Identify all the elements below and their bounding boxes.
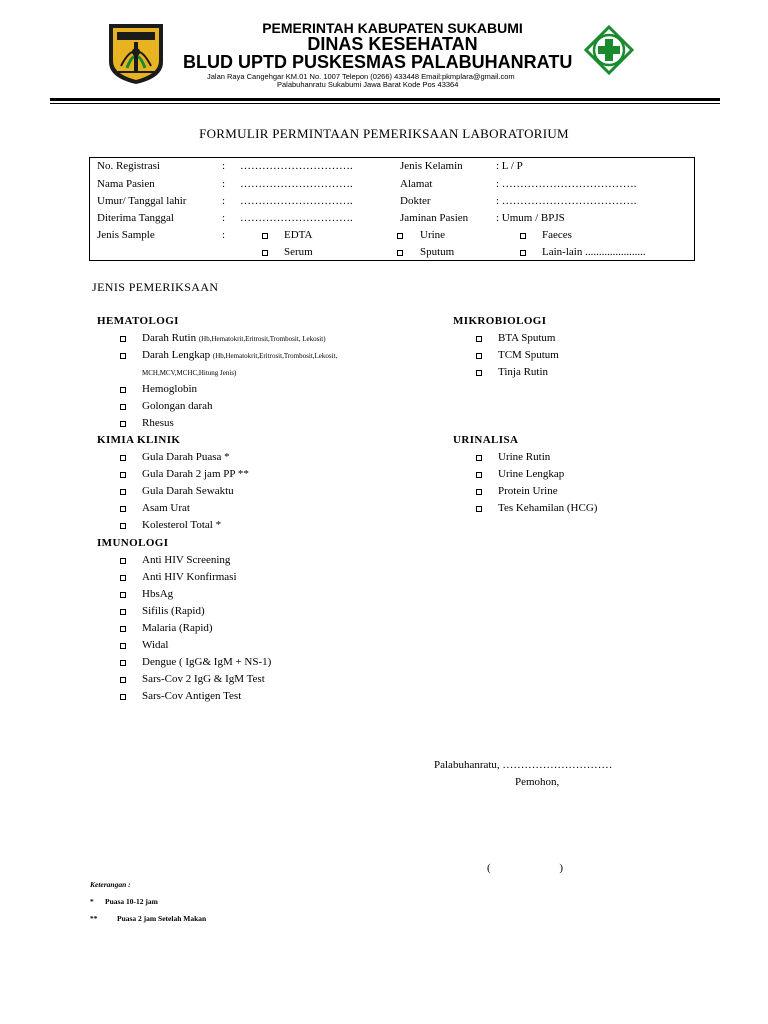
imunologi-item-label: Anti HIV Konfirmasi: [142, 571, 237, 583]
sample-urine-label: Urine: [420, 229, 446, 241]
jenis-kelamin-field[interactable]: : L / P: [496, 160, 523, 172]
imunologi-item-label: Anti HIV Screening: [142, 554, 231, 566]
urin-item-checkbox[interactable]: [476, 472, 482, 478]
note-1-mark: *: [90, 897, 94, 906]
alamat-field[interactable]: : ……………………………….: [496, 178, 637, 190]
darah-rutin-label: Darah Rutin (Hb,Hematokrit,Eritrosit,Trombosit, Lekosit): [142, 332, 326, 344]
mikro-item-label: Tinja Rutin: [498, 366, 549, 378]
sample-sputum-checkbox[interactable]: [397, 250, 403, 256]
darah-lengkap-detail-2: MCH,MCV,MCHC,Hitung Jenis): [142, 369, 237, 377]
darah-rutin-detail: (Hb,Hematokrit,Eritrosit,Trombosit, Lekosit): [198, 335, 326, 343]
dokter-label: Dokter: [400, 195, 431, 207]
kimia-item-checkbox[interactable]: [120, 489, 126, 495]
imunologi-item-checkbox[interactable]: [120, 677, 126, 683]
imunologi-item-checkbox[interactable]: [120, 626, 126, 632]
alamat-label: Alamat: [400, 178, 433, 190]
imunologi-item-checkbox[interactable]: [120, 592, 126, 598]
note-2-text: Puasa 2 jam Setelah Makan: [117, 914, 207, 923]
imunologi-item-checkbox[interactable]: [120, 609, 126, 615]
imunologi-item-label: Sars-Cov 2 IgG & IgM Test: [142, 673, 265, 685]
mikro-item-label: BTA Sputum: [498, 332, 556, 344]
imunologi-item-label: Sifilis (Rapid): [142, 605, 205, 617]
diterima-label: Diterima Tanggal: [97, 212, 174, 224]
hemoglobin-label: Hemoglobin: [142, 383, 197, 395]
imunologi-item-label: Malaria (Rapid): [142, 622, 213, 634]
imunologi-item-checkbox[interactable]: [120, 575, 126, 581]
urin-item-checkbox[interactable]: [476, 455, 482, 461]
hemoglobin-checkbox[interactable]: [120, 387, 126, 393]
signature-name-bracket[interactable]: ( ): [487, 862, 564, 874]
imunologi-item-label: HbsAg: [142, 588, 174, 600]
imunologi-item-label: Widal: [142, 639, 169, 651]
urin-item-label: Tes Kehamilan (HCG): [498, 502, 598, 514]
header-line-2: DINAS KESEHATAN: [307, 34, 478, 54]
umur-field[interactable]: ………………………….: [240, 195, 353, 207]
diterima-field[interactable]: ………………………….: [240, 212, 353, 224]
darah-rutin-checkbox[interactable]: [120, 336, 126, 342]
header-address-2: Palabuhanratu Sukabumi Jawa Barat Kode Pos 43364: [277, 80, 459, 89]
kimia-item-checkbox[interactable]: [120, 523, 126, 529]
sample-faeces-checkbox[interactable]: [520, 233, 526, 239]
puskesmas-logo: [584, 25, 634, 75]
no-registrasi-field[interactable]: ………………………….: [240, 160, 353, 172]
header-rule-thin: [50, 103, 720, 104]
sample-edta-label: EDTA: [284, 229, 313, 241]
nama-pasien-field[interactable]: ………………………….: [240, 178, 353, 190]
colon: :: [222, 212, 226, 224]
imunologi-item-checkbox[interactable]: [120, 660, 126, 666]
kimia-item-label: Asam Urat: [142, 502, 190, 514]
note-2-mark: **: [90, 914, 98, 923]
mikro-item-checkbox[interactable]: [476, 370, 482, 376]
kimia-klinik-heading: KIMIA KLINIK: [97, 434, 181, 446]
header-address-1: Jalan Raya Cangehgar KM.01 No. 1007 Telepon (0266) 433448 Email:pkmplara@gmail.com: [207, 72, 515, 81]
jenis-sample-label: Jenis Sample: [97, 229, 155, 241]
urinalisa-heading: URINALISA: [453, 434, 519, 446]
darah-lengkap-checkbox[interactable]: [120, 353, 126, 359]
dokter-field[interactable]: : ……………………………….: [496, 195, 637, 207]
regency-emblem: [107, 22, 165, 86]
jaminan-field[interactable]: : Umum / BPJS: [496, 212, 565, 224]
urin-item-checkbox[interactable]: [476, 489, 482, 495]
imunologi-heading: IMUNOLOGI: [97, 537, 169, 549]
darah-lengkap-label: Darah Lengkap (Hb,Hematokrit,Eritrosit,Trombosit,Lekosit,: [142, 349, 338, 361]
no-registrasi-label: No. Registrasi: [97, 160, 160, 172]
keterangan-title: Keterangan :: [90, 880, 131, 889]
urin-item-label: Protein Urine: [498, 485, 558, 497]
golongan-darah-label: Golongan darah: [142, 400, 213, 412]
colon: :: [222, 229, 226, 241]
mikro-item-label: TCM Sputum: [498, 349, 559, 361]
imunologi-item-checkbox[interactable]: [120, 643, 126, 649]
colon: :: [222, 160, 226, 172]
sample-faeces-label: Faeces: [542, 229, 572, 241]
sample-urine-checkbox[interactable]: [397, 233, 403, 239]
darah-lengkap-detail: (Hb,Hematokrit,Eritrosit,Trombosit,Lekosit,: [212, 352, 338, 360]
sample-lain-label: Lain-lain ......................: [542, 246, 646, 258]
sample-lain-checkbox[interactable]: [520, 250, 526, 256]
mikrobiologi-heading: MIKROBIOLOGI: [453, 315, 547, 327]
header-line-3: BLUD UPTD PUSKESMAS PALABUHANRATU: [183, 52, 573, 72]
colon: :: [222, 178, 226, 190]
jaminan-label: Jaminan Pasien: [400, 212, 469, 224]
kimia-item-checkbox[interactable]: [120, 506, 126, 512]
golongan-darah-checkbox[interactable]: [120, 404, 126, 410]
hematologi-heading: HEMATOLOGI: [97, 315, 179, 327]
mikro-item-checkbox[interactable]: [476, 336, 482, 342]
kimia-item-label: Gula Darah Puasa *: [142, 451, 230, 463]
sample-edta-checkbox[interactable]: [262, 233, 268, 239]
imunologi-item-label: Sars-Cov Antigen Test: [142, 690, 242, 702]
imunologi-item-checkbox[interactable]: [120, 694, 126, 700]
imunologi-item-label: Dengue ( IgG& IgM + NS-1): [142, 656, 272, 668]
urin-item-label: Urine Lengkap: [498, 468, 565, 480]
nama-pasien-label: Nama Pasien: [97, 178, 155, 190]
kimia-item-checkbox[interactable]: [120, 472, 126, 478]
mikro-item-checkbox[interactable]: [476, 353, 482, 359]
kimia-item-checkbox[interactable]: [120, 455, 126, 461]
urin-item-label: Urine Rutin: [498, 451, 551, 463]
sample-serum-checkbox[interactable]: [262, 250, 268, 256]
colon: :: [222, 195, 226, 207]
note-1-text: Puasa 10-12 jam: [105, 897, 158, 906]
sample-sputum-label: Sputum: [420, 246, 455, 258]
header-rule-thick: [50, 98, 720, 101]
urin-item-checkbox[interactable]: [476, 506, 482, 512]
signature-pemohon: Pemohon,: [515, 776, 560, 788]
form-title: FORMULIR PERMINTAAN PEMERIKSAAN LABORATORIUM: [199, 126, 569, 141]
imunologi-item-checkbox[interactable]: [120, 558, 126, 564]
header-line-1: PEMERINTAH KABUPATEN SUKABUMI: [262, 20, 523, 36]
rhesus-label: Rhesus: [142, 417, 174, 429]
kimia-item-label: Gula Darah 2 jam PP **: [142, 468, 249, 480]
umur-label: Umur/ Tanggal lahir: [97, 195, 187, 207]
signature-place-date[interactable]: Palabuhanratu, …………………………: [434, 759, 613, 771]
rhesus-checkbox[interactable]: [120, 421, 126, 427]
jenis-kelamin-label: Jenis Kelamin: [400, 160, 463, 172]
kimia-item-label: Gula Darah Sewaktu: [142, 485, 234, 497]
jenis-pemeriksaan-heading: JENIS PEMERIKSAAN: [92, 280, 219, 294]
sample-serum-label: Serum: [284, 246, 313, 258]
kimia-item-label: Kolesterol Total *: [142, 519, 222, 531]
